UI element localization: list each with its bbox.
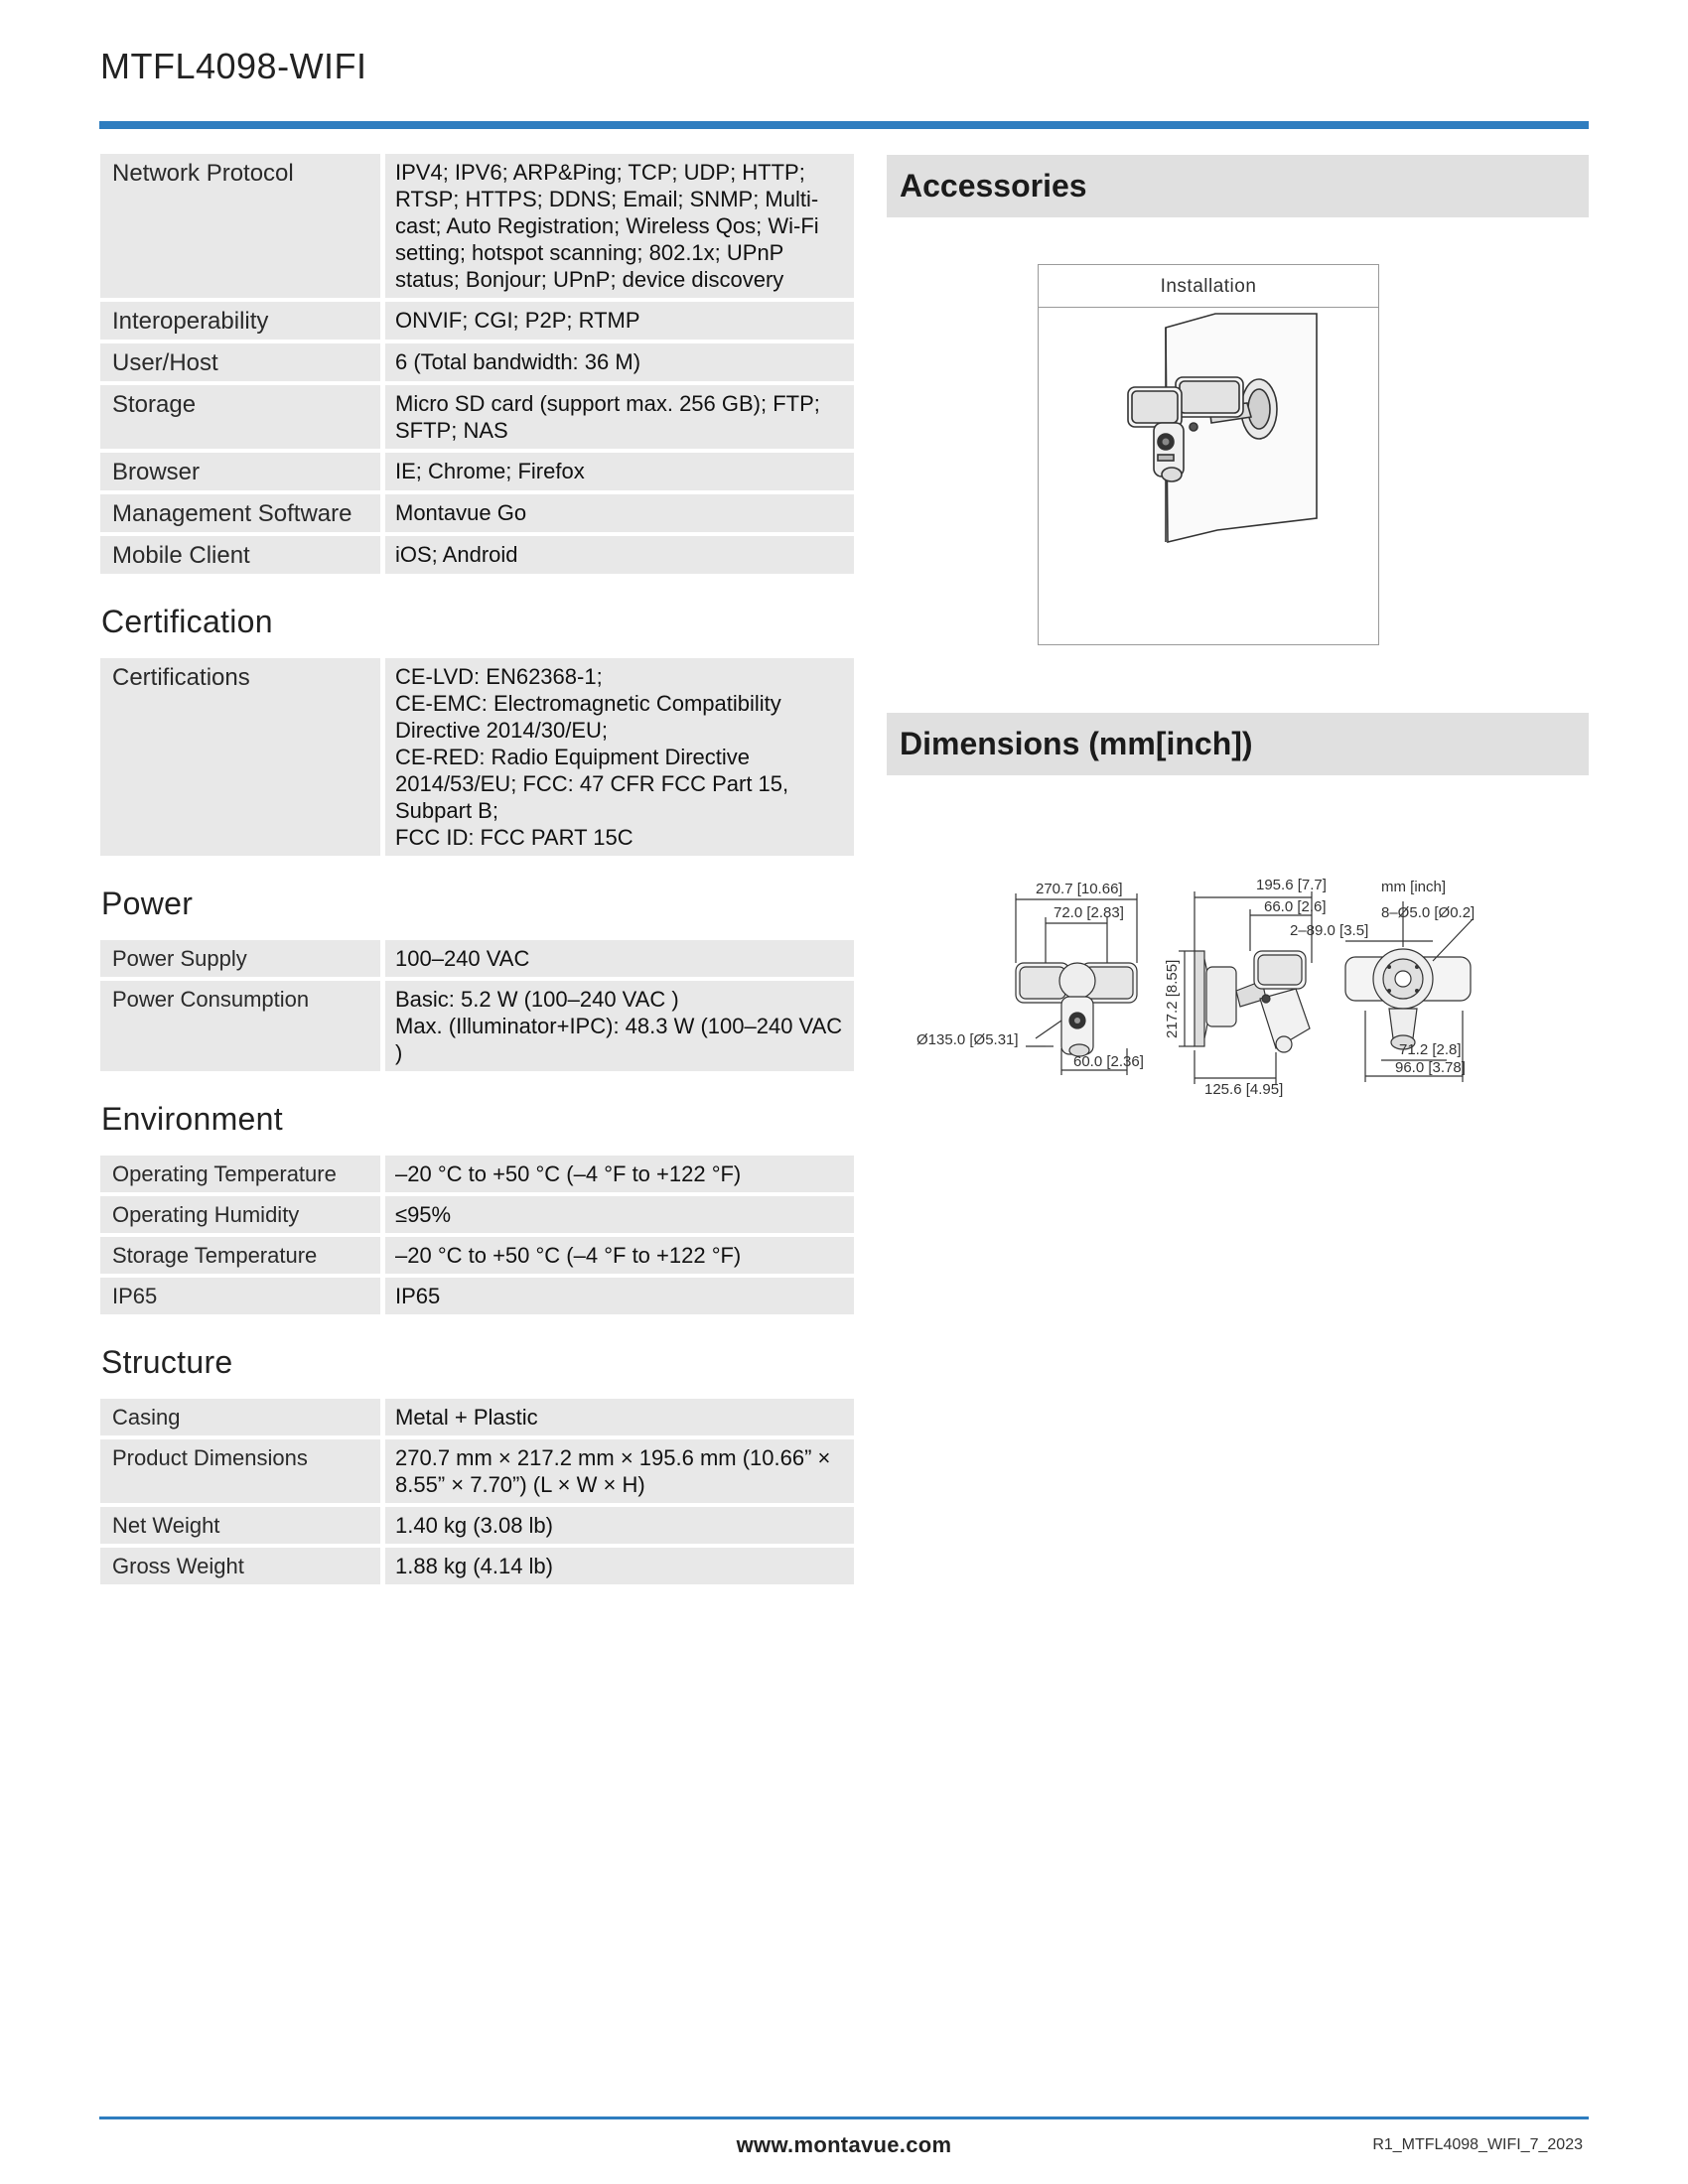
table-row xyxy=(100,453,854,490)
spec-value: CE-LVD: EN62368-1; CE-EMC: Electromagnetic Compatibility Directive 2014/30/EU; CE-RED: Radio Equipment Directive 2014/53/EU; FCC: 47 CFR FCC Part 15, Subpart B; FCC ID: FCC PART 15C xyxy=(385,658,854,856)
spec-key: Casing xyxy=(100,1399,385,1435)
installation-label: Installation xyxy=(1039,265,1378,308)
document-title: MTFL4098-WIFI xyxy=(100,46,367,86)
dim-label: 60.0 [2.36] xyxy=(1073,1053,1144,1070)
spec-value: IP65 xyxy=(385,1278,854,1314)
table-row xyxy=(100,658,854,856)
spec-value: ≤95% xyxy=(385,1196,854,1233)
spec-value: 1.40 kg (3.08 lb) xyxy=(385,1507,854,1544)
environment-spec-table xyxy=(100,1152,854,1318)
spec-value: Montavue Go xyxy=(385,494,854,532)
spec-key: Operating Humidity xyxy=(100,1196,385,1233)
dim-label: Ø135.0 [Ø5.31] xyxy=(916,1031,1019,1048)
spec-value: IPV4; IPV6; ARP&Ping; TCP; UDP; HTTP; RTSP; HTTPS; DDNS; Email; SNMP; Multi-cast; Auto Registration; Wireless Qos; Wi-Fi setting; hotspot scanning; 802.1x; UPnP status; Bonjour; UPnP; device discovery xyxy=(385,154,854,298)
installation-illustration xyxy=(1039,308,1380,645)
spec-value: Basic: 5.2 W (100–240 VAC ) Max. (Illuminator+IPC): 48.3 W (100–240 VAC ) xyxy=(385,981,854,1071)
spec-key: Operating Temperature xyxy=(100,1156,385,1192)
table-row xyxy=(100,385,854,449)
spec-key: Mobile Client xyxy=(100,536,385,574)
table-row xyxy=(100,1507,854,1544)
spec-column xyxy=(100,154,854,1588)
table-row xyxy=(100,981,854,1071)
table-row xyxy=(100,536,854,574)
dim-label: 125.6 [4.95] xyxy=(1204,1081,1284,1098)
dim-label: 2–89.0 [3.5] xyxy=(1290,922,1369,939)
spec-value: 270.7 mm × 217.2 mm × 195.6 mm (10.66” × 8.55” × 7.70”) (L × W × H) xyxy=(385,1439,854,1503)
section-title-certification: Certification xyxy=(101,604,273,639)
footer-rule xyxy=(99,2116,1589,2119)
certification-spec-table xyxy=(100,654,854,860)
spec-value: 100–240 VAC xyxy=(385,940,854,977)
network-spec-table xyxy=(100,150,854,578)
table-row xyxy=(100,1399,854,1435)
spec-key: Storage Temperature xyxy=(100,1237,385,1274)
table-row xyxy=(100,302,854,340)
footer-website: www.montavue.com xyxy=(736,2132,952,2157)
spec-value: Micro SD card (support max. 256 GB); FTP; SFTP; NAS xyxy=(385,385,854,449)
spec-key: Product Dimensions xyxy=(100,1439,385,1503)
spec-value: ONVIF; CGI; P2P; RTMP xyxy=(385,302,854,340)
dim-label: 96.0 [3.78] xyxy=(1395,1059,1466,1076)
spec-value: 1.88 kg (4.14 lb) xyxy=(385,1548,854,1584)
spec-key: Power Supply xyxy=(100,940,385,977)
table-row xyxy=(100,940,854,977)
spec-value: IE; Chrome; Firefox xyxy=(385,453,854,490)
section-title-power: Power xyxy=(101,886,194,921)
table-row xyxy=(100,494,854,532)
installation-figure xyxy=(1038,264,1379,645)
table-row xyxy=(100,1196,854,1233)
spec-key: Management Software xyxy=(100,494,385,532)
dim-label: 8–Ø5.0 [Ø0.2] xyxy=(1381,904,1476,921)
power-spec-table xyxy=(100,936,854,1075)
media-column xyxy=(887,155,1589,1098)
spec-key: Gross Weight xyxy=(100,1548,385,1584)
table-row xyxy=(100,1237,854,1274)
dim-label: 195.6 [7.7] xyxy=(1256,877,1327,893)
header-rule xyxy=(99,121,1589,129)
spec-value: 6 (Total bandwidth: 36 M) xyxy=(385,343,854,381)
table-row xyxy=(100,1439,854,1503)
spec-key: Net Weight xyxy=(100,1507,385,1544)
spec-value: Metal + Plastic xyxy=(385,1399,854,1435)
structure-spec-table xyxy=(100,1395,854,1588)
spec-key: Interoperability xyxy=(100,302,385,340)
spec-key: Network Protocol xyxy=(100,154,385,298)
dimension-drawing xyxy=(916,872,1582,1100)
spec-value: iOS; Android xyxy=(385,536,854,574)
spec-value: –20 °C to +50 °C (–4 °F to +122 °F) xyxy=(385,1237,854,1274)
table-row xyxy=(100,1548,854,1584)
footer-doc-code: R1_MTFL4098_WIFI_7_2023 xyxy=(1372,2136,1583,2153)
spec-key: Browser xyxy=(100,453,385,490)
spec-key: Power Consumption xyxy=(100,981,385,1071)
spec-key: User/Host xyxy=(100,343,385,381)
table-row xyxy=(100,343,854,381)
table-row xyxy=(100,154,854,298)
spec-key: Certifications xyxy=(100,658,385,856)
dim-label: 270.7 [10.66] xyxy=(1036,881,1123,897)
spec-key: IP65 xyxy=(100,1278,385,1314)
accessories-banner: Accessories xyxy=(887,155,1589,217)
section-title-environment: Environment xyxy=(101,1101,283,1137)
dim-label: 71.2 [2.8] xyxy=(1399,1041,1462,1058)
table-row xyxy=(100,1278,854,1314)
spec-key: Storage xyxy=(100,385,385,449)
dim-label: 66.0 [2.6] xyxy=(1264,898,1327,915)
dim-label: 217.2 [8.55] xyxy=(1164,959,1181,1038)
dimensions-banner: Dimensions (mm[inch]) xyxy=(887,713,1589,775)
spec-value: –20 °C to +50 °C (–4 °F to +122 °F) xyxy=(385,1156,854,1192)
section-title-structure: Structure xyxy=(101,1344,233,1380)
table-row xyxy=(100,1156,854,1192)
dim-label: mm [inch] xyxy=(1381,879,1447,895)
dim-label: 72.0 [2.83] xyxy=(1054,904,1124,921)
